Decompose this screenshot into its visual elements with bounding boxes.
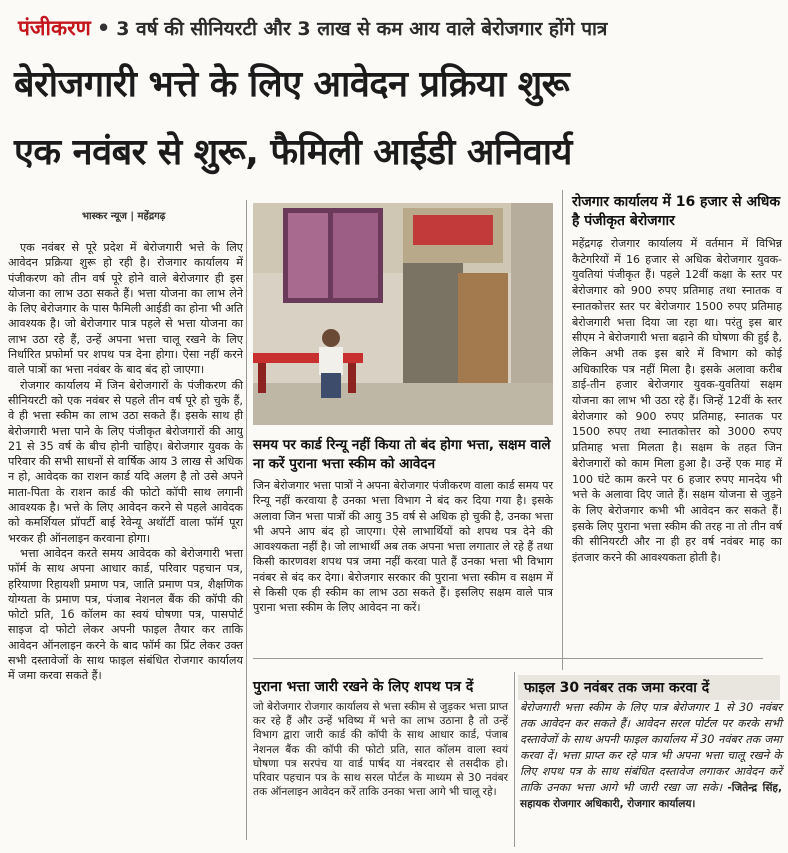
left-paragraph-2: रोजगार कार्यालय में जिन बेरोजगारों के पंजीकरण की सीनियरटी को एक नवंबर से पहले तीन वर्ष पूरे हो चुके हैं, वे ही भत्ता स्कीम का लाभ उठा सकते हैं। इसके साथ ही बेरोजगारी भत्ता पाने के लिए पंजीकृत बेरोजगारों की आयु 21 से 35 वर्ष के बीच होनी चाहिए। बेरोजगार युवक के परिवार की सभी साधनों से वार्षिक आय 3 लाख से अधिक न हो, आवेदक का राशन कार्ड यदि अलग है तो उसे अपने माता-पिता के राशन कार्ड की फोटो कॉपी साथ लगानी आवश्यक है। भत्ते के लिए आवेदन करने से पहले आवेदक को कमर्शियल प्रॉपर्टी बाई रेवेन्यू अथॉर्टी वाला फॉर्म पूरा भरकर ही ऑनलाइन करवाना होगा।	[8, 378, 243, 545]
affidavit-body: जो बेरोजगार रोजगार कार्यालय से भत्ता स्कीम से जुड़कर भत्ता प्राप्त कर रहे हैं और उन्हें भविष्य में भत्ते का लाभ उठाना है तो उन्हें विभाग द्वारा जारी कार्ड की कॉपी के साथ आधार कार्ड, पंजाब नेशनल बैंक की कॉपी की फोटो प्रति, सात कॉलम वाला स्वयं घोषणा पत्र सरपंच या वार्ड पार्षद या नंबरदार से तसदीक हो। परिवार पहचान पत्र के साथ सरल पोर्टल के माध्यम से 30 नवंबर तक ऑनलाइन आवेदन करें ताकि उनका भत्ता आगे भी चालू रहे।	[253, 701, 508, 799]
middle-body: जिन बेरोजगार भत्ता पात्रों ने अपना बेरोजगार पंजीकरण वाला कार्ड समय पर रिन्यू नहीं करवाया है उनका भत्ता विभाग ने बंद कर दिया गया है। इसके अलावा जिन भत्ता पात्रों की आयु 35 वर्ष से अधिक हो चुकी है, उनका भत्ता भी अपने आप बंद हो जाएगा। ऐसे लाभार्थियों को शपथ पत्र देने की आवश्यकता नहीं है। जो लाभार्थी अब तक अपना भत्ता लगातार ले रहे हैं तथा किसी कारणवश शपथ पत्र जमा नहीं करवा पाते हैं उनका भत्ता भी विभाग नवंबर से बंद कर देगा। बेरोजगार सरकार की पुराना भत्ता स्कीम व सक्षम में से किसी एक ही स्कीम का लाभ उठा सकते हैं। इसलिए सक्षम वाले पात्र पुराना भत्ता स्कीम के लिए आवेदन ना करें।	[253, 479, 553, 615]
kicker-text: 3 वर्ष की सीनियरटी और 3 लाख से कम आय वाले बेरोजगार होंगे पात्र	[116, 18, 608, 40]
left-paragraph-3: भत्ता आवेदन करते समय आवेदक को बेरोजगारी भत्ता फॉर्म के साथ अपना आधार कार्ड, परिवार पहचान पत्र, हरियाणा रिहायशी प्रमाण पत्र, जाति प्रमाण पत्र, शैक्षणिक योग्यता के प्रमाण पत्र, पंजाब नेशनल बैंक की कॉपी की फोटो प्रति, 16 कॉलम का स्वयं घोषणा पत्र, पासपोर्ट साइज दो फोटो लेकर अपनी फाइल तैयार कर ताकि आवेदन ऑनलाइन करने के बाद फॉर्म का प्रिंट लेकर उक्त सभी दस्तावेजों के साथ फाइल संबंधित रोजगार कार्यालय में जमा करवा सकते हैं।	[8, 546, 243, 683]
column-divider	[514, 672, 515, 847]
affidavit-subhead: पुराना भत्ता जारी रखने के लिए शपथ पत्र दें	[253, 679, 474, 695]
kicker-tag: पंजीकरण	[18, 16, 91, 40]
column-divider	[246, 200, 247, 840]
left-column	[8, 240, 243, 684]
headline-line-1: बेरोजगारी भत्ते के लिए आवेदन प्रक्रिया शुरू	[14, 64, 570, 105]
headline-line-2: एक नवंबर से शुरू, फैमिली आईडी अनिवार्य	[14, 132, 572, 173]
section-divider	[253, 658, 763, 659]
kicker	[18, 14, 607, 42]
column-divider	[562, 190, 563, 670]
box-subhead: फाइल 30 नवंबर तक जमा करवा दें	[518, 675, 780, 700]
office-photo-illustration	[253, 203, 553, 425]
left-paragraph-1: एक नवंबर से पूरे प्रदेश में बेरोजगारी भत्ते के लिए आवेदन प्रक्रिया शुरू हो रही है। रोजगार कार्यालय में पंजीकरण को तीन वर्ष पूरे होने वाले बेरोजगार ही इस योजना का लाभ उठा सकते हैं। भत्ता योजना का लाभ लेने के लिए बेरोजगार के पास फैमिली आईडी का होना भी अति आवश्यक है। जो बेरोजगार पात्र पहले से भत्ता योजना का लाभ उठा रहे हैं, उन्हें अपना भत्ता चालू रखने के लिए निर्धारित प्रफोर्मा पर शपथ पत्र देना होगा। ऐसा नहीं करने वाले पात्रों का भत्ता नवंबर के बाद बंद हो जाएगा।	[8, 241, 243, 377]
box-quote-text: बेरोजगारी भत्ता स्कीम के लिए पात्र बेरोजगार 1 से 30 नवंबर तक आवेदन कर सकते हैं। आवेदन सरल पोर्टल पर करके सभी दस्तावेजों के साथ अपनी फाइल कार्यालय में 30 नवंबर तक जमा करवा दें। भत्ता प्राप्त कर रहे पात्र भी अपना भत्ता चालू रखने के लिए शपथ पत्र के साथ संबंधित दस्तावेज लगाकर आवेदन करें ताकि उनका भत्ता आगे भी जारी रखा जा सके।	[520, 701, 782, 794]
kicker-bullet: •	[96, 16, 111, 40]
sidebar-subhead: रोजगार कार्यालय में 16 हजार से अधिक है पंजीकृत बेरोजगार	[572, 194, 781, 229]
sidebar-body: महेंद्रगढ़ रोजगार कार्यालय में वर्तमान में विभिन्न कैटेगरियों में 16 हजार से अधिक बेरोजगार युवक-युवतियां पंजीकृत हैं। पहले 12वीं कक्षा के स्तर पर बेरोजगार को 900 रुपए प्रतिमाह तथा स्नातक व स्नातकोत्तर स्तर पर बेरोजगार 1500 रुपए प्रतिमाह बेरोजगारी भत्ता दिया जा रहा था। परंतु इस बार सीएम ने बेरोजगारी भत्ता बढ़ाने की घोषणा की हुई है, लेकिन अभी तक इस बारे में विभाग को कोई अधिकारिक पत्र नहीं मिला है। इसके अलावा करीब डाई-तीन हजार बेरोजगार युवक-युवतियां सक्षम योजना का लाभ भी उठा रहे हैं। जिन्हें 12वीं के स्तर बेरोजगार को 900 रुपए प्रतिमाह, स्नातक पर 1500 रुपए तथा स्नातकोत्तर को 3000 रुपए प्रतिमाह भत्ता मिलता है। सक्षम के तहत जिन बेरोजगारों को काम मिला हुआ है। उन्हें एक माह में 100 घंटे काम करने पर 6 हजार रुपए मानदेय भी भत्ते के अलावा दिए जाते हैं। सक्षम योजना से जुड़ने के लिए बेरोजगार कभी भी आवेदन कर सकते हैं। इसके लिए पुराना भत्ता स्कीम की तरह ना तो तीन वर्ष की सीनियरटी और ना ही हर वर्ष नवंबर माह का इंतजार करने की आवश्यकता होती है।	[572, 237, 782, 565]
box-signature: -जितेन्द्र सिंह, सहायक रोजगार अधिकारी, रोजगार कार्यालय।	[520, 782, 782, 810]
middle-subhead: समय पर कार्ड रिन्यू नहीं किया तो बंद होगा भत्ता, सक्षम वाले ना करें पुराना भत्ता स्कीम को आवेदन	[253, 437, 551, 472]
box-quote	[520, 700, 782, 812]
office-photo	[253, 203, 553, 425]
byline: भास्कर न्यूज | महेंद्रगढ़	[82, 211, 166, 222]
